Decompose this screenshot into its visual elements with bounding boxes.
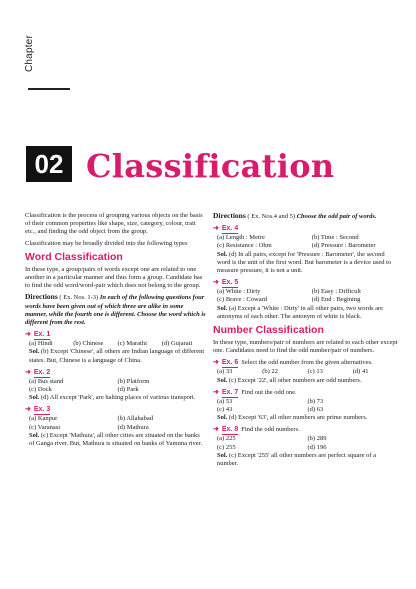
solution-text: (b) Except 'Chinese', all others are Indian language of different states. But, Chinese is a language of China. — [29, 348, 205, 364]
example-2-options — [25, 378, 206, 394]
option: (c) Brave : Coward — [217, 296, 267, 304]
chapter-label: Chapter — [24, 35, 35, 72]
arrow-icon: ➜ — [213, 358, 219, 367]
example-5-head — [213, 278, 398, 288]
chapter-rule — [28, 88, 70, 90]
option: (c) Dock — [29, 386, 52, 394]
option: (c) 255 — [217, 443, 236, 451]
solution-text: (c) Except 'Mathura', all other cities are situated on the banks of Ganga river. But, Mathura is situated on banks of Yamuna river. — [29, 431, 203, 448]
option: (c) Marathi — [117, 340, 147, 348]
option: (d) Mathura — [117, 423, 149, 431]
section-heading-word: Word Classification — [25, 250, 123, 263]
solution-label: Sol. — [217, 376, 228, 384]
solution-label: Sol. — [217, 250, 228, 258]
solution-label: Sol. — [217, 451, 228, 459]
example-label: Ex. 4 — [221, 225, 239, 233]
solution-text: (a) Except a 'White : Dirty' in all other pairs, two words are antonyms of each other. The antonym of white is black. — [217, 304, 384, 320]
option: (b) Time : Second — [311, 234, 359, 242]
example-label: Ex. 2 — [33, 368, 51, 376]
example-label: Ex. 3 — [33, 406, 51, 414]
directions-text: In each of the following questions four words have been given out of which three are alike in some manner, while the fourth one is different. Choose the word which is different from the rest. — [25, 294, 206, 327]
option: (a) Bus stand — [29, 377, 64, 385]
option: (a) Kanpur — [29, 415, 58, 423]
option: (d) 196 — [307, 443, 327, 451]
example-question: Select the odd number from the given alternatives. — [241, 359, 373, 367]
arrow-icon: ➜ — [25, 405, 31, 414]
solution-text: (d) Except '63', all other numbers are prime numbers. — [227, 414, 368, 422]
solution-text: (c) Except '22', all other numbers are odd numbers. — [227, 376, 362, 384]
option: (a) Length : Metre — [217, 234, 265, 242]
intro-types: Classification may be broadly divided into the following types — [25, 239, 188, 247]
section-text-number: In these type, numbers/pair of numbers are related to each other except one. Candidates need to find the odd number/pair of numbers. — [213, 339, 398, 355]
example-8-head — [213, 425, 398, 435]
example-8-options — [213, 435, 398, 451]
option: (d) Park — [117, 386, 139, 394]
section-heading-number: Number Classification — [213, 324, 324, 337]
example-label: Ex. 8 — [221, 426, 239, 434]
option: (b) 22 — [262, 368, 278, 376]
solution-text: (d) In all pairs, except for 'Pressure : Barometer', the second word is the unit of the first word. But barometer is a device used to measure pressure, it is not a unit. — [217, 250, 392, 275]
option: (c) 43 — [217, 406, 233, 414]
solution-label: Sol. — [217, 304, 228, 312]
option: (b) Chinese — [73, 340, 104, 348]
example-2-solution — [25, 394, 206, 402]
example-6-options — [213, 368, 398, 376]
example-2-head — [25, 368, 206, 378]
example-6-head — [213, 358, 398, 368]
solution-label: Sol. — [217, 414, 228, 422]
left-column — [25, 212, 206, 451]
example-label: Ex. 6 — [221, 359, 239, 367]
directions-range: ( Ex. Nos. 1-3) — [57, 294, 100, 302]
directions-text: Choose the odd pair of words. — [296, 213, 377, 220]
example-3-solution — [25, 432, 206, 448]
example-5-solution — [213, 305, 398, 321]
option: (a) 225 — [217, 435, 236, 443]
option: (a) 33 — [217, 368, 233, 376]
example-4-options — [213, 234, 398, 250]
example-6-solution — [213, 377, 398, 385]
option: (b) Easy : Difficult — [311, 288, 361, 296]
example-7-options — [213, 398, 398, 414]
example-4-head — [213, 224, 398, 234]
example-3-options — [25, 415, 206, 431]
option: (d) Gujarati — [161, 340, 193, 348]
option: (d) 63 — [307, 406, 324, 414]
example-7-head — [213, 388, 398, 398]
example-7-solution — [213, 414, 398, 422]
example-label: Ex. 1 — [33, 331, 51, 339]
solution-text: (c) Except '255' all other numbers are perfect square of a number. — [217, 451, 377, 468]
option: (c) 13 — [307, 368, 323, 376]
example-5-options — [213, 288, 398, 304]
option: (b) 289 — [307, 435, 327, 443]
option: (d) Pressure : Barometer — [311, 242, 376, 250]
solution-label: Sol. — [29, 394, 40, 402]
example-label: Ex. 5 — [221, 279, 239, 287]
intro-paragraph: Classification is the process of grouping various objects on the basis of their common properties like shape, size, category, colour, trait etc., and finding the odd object from the group. — [25, 212, 203, 236]
option: (d) End : Begining — [311, 296, 361, 304]
example-question: Find out the odd one. — [241, 388, 297, 396]
arrow-icon: ➜ — [213, 278, 219, 287]
option: (a) 53 — [217, 397, 233, 405]
directions-4-5 — [213, 212, 398, 221]
solution-label: Sol. — [29, 431, 40, 439]
option: (d) 41 — [352, 368, 369, 376]
directions-label: Directions — [25, 292, 58, 302]
arrow-icon: ➜ — [25, 367, 31, 376]
section-text-word: In these type, a group/pairs of words except one are related to one another in a particular manner and thus form a group. Candidate has to find the odd word/word-pair which does not belong to the group. — [25, 265, 203, 290]
option: (a) White : Dirty — [217, 288, 261, 296]
example-1-options — [25, 340, 206, 348]
option: (b) Platform — [117, 377, 150, 385]
arrow-icon: ➜ — [213, 224, 219, 233]
example-1-head — [25, 330, 206, 340]
chapter-title: Classification — [86, 147, 335, 185]
arrow-icon: ➜ — [213, 387, 219, 396]
example-question: Find the odd numbers. — [241, 426, 300, 434]
chapter-number: 02 — [26, 146, 72, 182]
example-3-head — [25, 405, 206, 415]
arrow-icon: ➜ — [25, 330, 31, 339]
arrow-icon: ➜ — [213, 425, 219, 434]
right-column — [213, 212, 398, 471]
option: (c) Varanasi — [29, 423, 61, 431]
example-8-solution — [213, 452, 398, 468]
option: (b) Allahabad — [117, 415, 154, 423]
example-1-solution — [25, 348, 206, 364]
option: (a) Hindi — [29, 340, 53, 348]
directions-label: Directions — [213, 211, 246, 220]
directions-1-3 — [25, 293, 206, 327]
solution-label: Sol. — [29, 348, 40, 356]
solution-text: (d) All except 'Park', are halting places of various transport. — [39, 394, 196, 402]
directions-range: ( Ex. Nos.4 and 5) — [245, 213, 297, 220]
example-label: Ex. 7 — [221, 388, 239, 396]
option: (c) Resistance : Ohm — [217, 242, 272, 250]
option: (b) 73 — [307, 397, 324, 405]
example-4-solution — [213, 251, 398, 276]
